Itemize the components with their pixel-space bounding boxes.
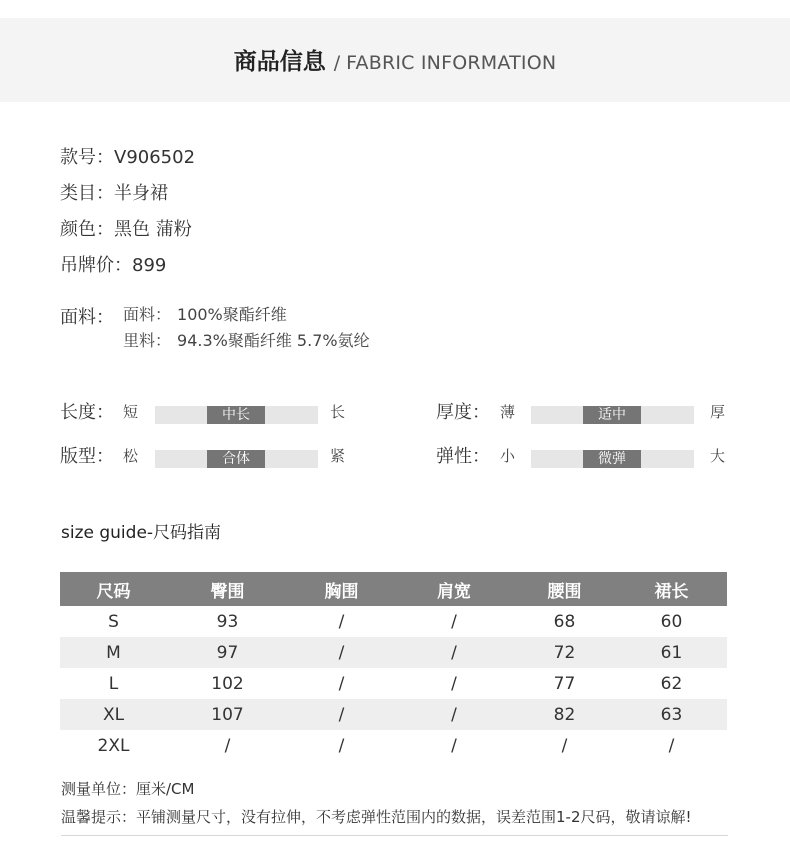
attr-length-scale (155, 406, 318, 424)
header-cell-bust: 胸围 (288, 572, 395, 606)
fabric-lining-value: 94.3%聚酯纤维 5.7%氨纶 (177, 331, 370, 350)
table-cell: / (668, 735, 675, 756)
attr-thickness-low: 薄 (500, 403, 516, 421)
fabric-outer: 面料： 100%聚酯纤维 (123, 305, 287, 324)
table-cell: 60 (660, 611, 683, 632)
table-cell: 77 (553, 673, 576, 694)
table-cell: / (224, 735, 231, 756)
table-cell: / (395, 699, 513, 730)
attr-elasticity (436, 442, 736, 468)
table-cell: 61 (616, 637, 727, 668)
measurement-unit: 测量单位：厘米/CM (61, 780, 195, 798)
attr-length (60, 398, 360, 424)
fabric-outer-value: 100%聚酯纤维 (177, 305, 287, 324)
table-cell: M (60, 637, 167, 668)
header-cell-shoulder: 肩宽 (395, 572, 513, 606)
attr-thickness-scale (531, 406, 694, 424)
table-cell: / (338, 673, 345, 694)
table-cell: XL (60, 699, 167, 730)
measurement-tip: 温馨提示：平铺测量尺寸，没有拉伸，不考虑弹性范围内的数据，误差范围1-2尺码，敬请谅解! (61, 808, 692, 826)
page-title (0, 43, 790, 76)
attr-thickness-indicator: 适中 (583, 406, 641, 424)
attr-fit-high: 紧 (330, 447, 346, 465)
fabric-lining: 里料： 94.3%聚酯纤维 5.7%氨纶 (123, 331, 370, 350)
table-cell: 93 (216, 611, 239, 632)
attr-thickness-label: 厚度： (436, 402, 490, 423)
header-cell-waist: 腰围 (513, 572, 616, 606)
table-cell: 62 (660, 673, 683, 694)
info-style-no: 款号：V906502 (60, 147, 196, 168)
info-color: 颜色：黑色 蒲粉 (60, 219, 192, 240)
attr-thickness (436, 398, 736, 424)
attr-fit-scale (155, 450, 318, 468)
table-cell: 102 (211, 673, 244, 694)
attr-fit-indicator: 合体 (207, 450, 265, 468)
price-value: 899 (132, 255, 167, 276)
size-guide-title: size guide-尺码指南 (61, 523, 222, 543)
table-cell: 82 (513, 699, 616, 730)
attr-elasticity-indicator: 微弹 (583, 450, 641, 468)
table-cell: 68 (553, 611, 576, 632)
attr-fit-low: 松 (123, 447, 139, 465)
table-cell: 107 (167, 699, 288, 730)
table-cell: 63 (616, 699, 727, 730)
table-cell: / (288, 637, 395, 668)
header-cell-hip: 臀围 (167, 572, 288, 606)
style-no-value: V906502 (114, 147, 196, 168)
table-row (60, 606, 727, 637)
info-price: 吊牌价：899 (60, 255, 167, 276)
info-category: 类目：半身裙 (60, 183, 168, 204)
table-cell: / (395, 637, 513, 668)
size-table (60, 572, 727, 761)
table-cell: / (338, 735, 345, 756)
table-row (60, 699, 727, 730)
table-cell: 72 (513, 637, 616, 668)
table-row (60, 730, 727, 761)
attr-elasticity-high: 大 (710, 447, 726, 465)
title-cn: 商品信息 (233, 49, 326, 75)
attr-elasticity-scale (531, 450, 694, 468)
title-en: FABRIC INFORMATION (346, 52, 557, 74)
category-value: 半身裙 (114, 183, 168, 204)
table-row (60, 668, 727, 699)
attr-thickness-high: 厚 (710, 403, 726, 421)
size-table-header-row (60, 572, 727, 606)
table-cell: / (451, 611, 457, 632)
table-cell: 97 (167, 637, 288, 668)
table-cell: / (451, 735, 457, 756)
attr-length-indicator: 中长 (207, 406, 265, 424)
attr-length-low: 短 (123, 403, 139, 421)
table-cell: S (108, 611, 119, 632)
attr-elasticity-low: 小 (500, 447, 516, 465)
attr-length-label: 长度： (60, 402, 114, 423)
table-cell: / (561, 735, 568, 756)
header-cell-skirt-length: 裙长 (616, 572, 727, 606)
color-value: 黑色 蒲粉 (114, 219, 192, 240)
fabric-label: 面料： (60, 307, 114, 328)
table-cell: / (288, 699, 395, 730)
table-row (60, 637, 727, 668)
table-cell: L (108, 673, 119, 694)
attr-length-high: 长 (330, 403, 346, 421)
attr-fit-label: 版型： (60, 446, 114, 467)
attr-elasticity-label: 弹性： (436, 446, 490, 467)
table-cell: 2XL (97, 735, 130, 756)
table-cell: / (451, 673, 457, 694)
bottom-divider (61, 835, 728, 836)
header-cell-size: 尺码 (60, 572, 167, 606)
table-cell: / (338, 611, 345, 632)
title-separator: / (333, 52, 341, 74)
attr-fit (60, 442, 360, 468)
